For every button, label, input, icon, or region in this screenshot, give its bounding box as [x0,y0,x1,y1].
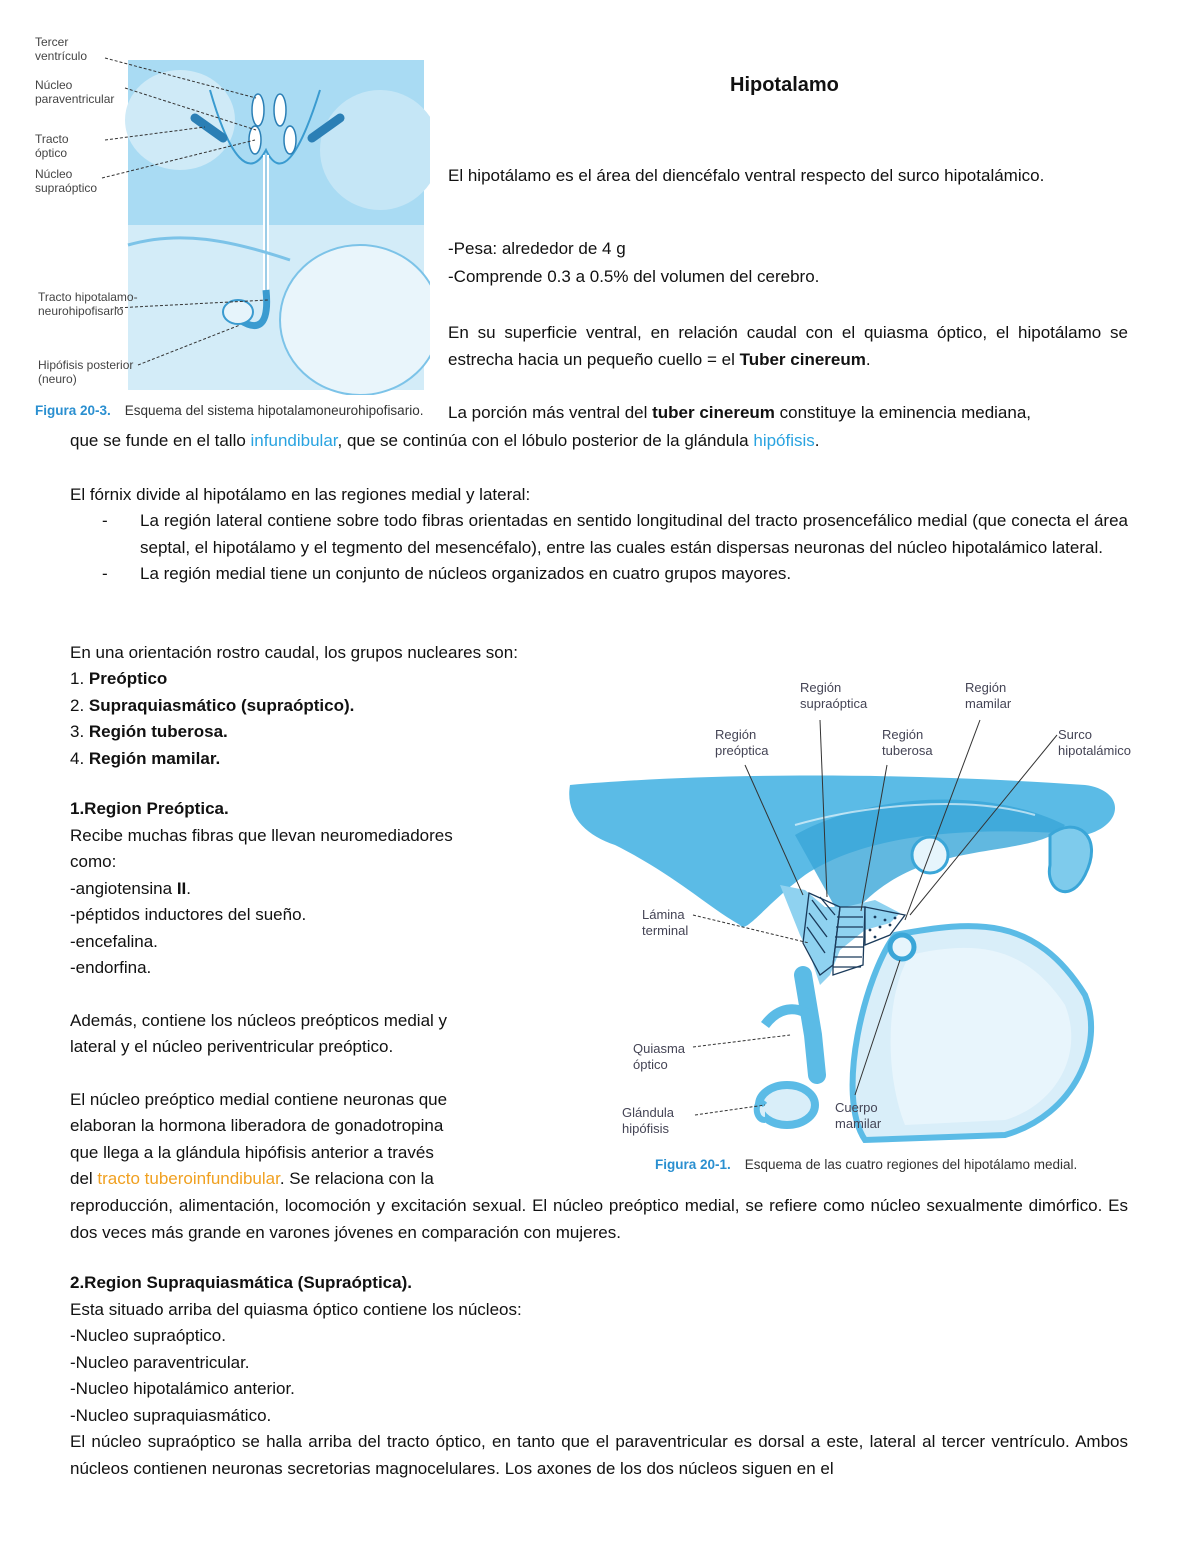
label-tercer-ventriculo: Tercer ventrículo [35,35,88,63]
tuber-cinereum-term: Tuber cinereum [739,349,866,369]
fornix-list [70,508,1128,588]
group-number: 4. [70,748,89,768]
link-infundibular[interactable]: infundibular [250,431,338,450]
figure-20-3-text: Esquema del sistema hipotalamoneurohipofisario. [124,403,424,418]
fornix-lead: El fórnix divide al hipotálamo en las regiones medial y lateral: [70,485,531,504]
preoptic-line: Recibe muchas fibras que llevan neuromediadores [70,825,453,845]
eminence-text-a: La porción más ventral del [448,403,653,422]
preoptic-line: -péptidos inductores del sueño. [70,905,307,924]
label-glandula-hipofisis: Glándula hipófisis [622,1105,675,1136]
eminence-text-e: . [814,431,820,450]
angiotensina-end: . [186,878,191,898]
label-nucleo-supraoptico: Núcleo supraóptico [35,167,98,195]
label-region-tuberosa: Región tuberosa [882,727,933,758]
supra-heading: 2.Region Supraquiasmática (Supraóptica). [70,1273,412,1292]
spacer [70,982,515,1008]
group-item [70,746,354,773]
group-label: Preóptico [88,669,168,688]
label-hipofisis-posterior: Hipófisis posterior (neuro) [38,358,134,386]
label-cuerpo-mamilar: Cuerpo mamilar [835,1100,882,1131]
preoptic-line: Además, contiene los núcleos preópticos medial y [70,1010,448,1030]
supra-nucleus-item: -Nucleo paraventricular. [70,1352,250,1372]
preoptic-line: que llega a la glándula hipófisis anterior a través [70,1142,434,1162]
intro-tuber-paragraph [448,320,1128,373]
label-nucleo-paraventricular: Núcleo paraventricular [35,78,115,106]
group-item [70,666,354,693]
link-hipofisis[interactable]: hipófisis [753,431,815,450]
group-item [70,693,354,720]
tracto-prefix: del [70,1169,98,1188]
figure-hypothalamoneurohypophyseal [30,30,430,395]
preoptic-line: -endorfina. [70,958,152,977]
tracto-suffix: . Se relaciona con la [279,1169,434,1188]
intro-definition: El hipotálamo es el área del diencéfalo ventral respecto del surco hipotalámico. [448,166,1045,185]
group-number: 3. [70,722,89,741]
label-region-supraoptica: Región supraóptica [800,680,868,711]
figure-20-1-text: Esquema de las cuatro regiones del hipotálamo medial. [744,1157,1078,1172]
label-tracto-optico: Tracto óptico [35,132,69,160]
fornix-item-lateral [70,508,1128,561]
page-title: Hipotalamo [730,74,839,96]
intro-tuber-end: . [865,349,871,369]
eminence-text-c: que se funde en el tallo [70,431,251,450]
label-tracto-hipotalamo-neurohipofisario: Tracto hipotalamo-neurohipofisario [38,290,138,318]
fornix-item-lateral-text: La región lateral contiene sobre todo fibras orientadas en sentido longitudinal del tracto prosencefálico medial (que conecta el área septal, el hipotálamo y el tegmento del mesencéfalo), entre las cuales están dispersas neuronas del núcleo hipotalámico lateral. [140,511,1128,557]
preoptic-line: como: [70,852,117,871]
preoptic-section [70,796,515,1193]
preoptic-line: elaboran la hormona liberadora de gonadotropina [70,1116,444,1135]
group-number: 1. [70,669,89,688]
preoptic-line: -encefalina. [70,931,158,951]
angiotensina-text: -angiotensina [70,878,177,898]
dash-marker: - [102,511,108,530]
group-label: Supraquiasmático (supraóptico). [88,695,355,715]
label-region-mamilar: Región mamilar [965,680,1012,711]
eminence-text-d: , que se continúa con el lóbulo posterior de la glándula [337,431,754,450]
supra-paragraph: El núcleo supraóptico se halla arriba del tracto óptico, en tanto que el paraventricular es dorsal a este, lateral al tercer ventrículo. Ambos núcleos contienen neuronas secretorias magnocelulares. Los axones de los dos núcleos siguen en el [70,1432,1128,1478]
supra-section [70,1270,1128,1482]
angiotensina-roman: II [176,878,187,898]
label-surco-hipotalamico: Surco hipotalámico [1058,727,1131,758]
figure-20-1-caption [655,1157,1175,1172]
intro-weight: -Pesa: alrededor de 4 g [448,239,626,258]
groups-lead: En una orientación rostro caudal, los grupos nucleares son: [70,643,518,662]
fornix-item-medial [70,561,1128,588]
fornix-item-medial-text: La región medial tiene un conjunto de núcleos organizados en cuatro grupos mayores. [140,564,792,583]
eminence-line-1 [448,400,1138,427]
group-label: Región tuberosa. [88,722,228,741]
group-number: 2. [70,695,89,715]
intro-volume: -Comprende 0.3 a 0.5% del volumen del cerebro. [448,267,820,286]
dash-marker: - [102,564,108,583]
group-item [70,719,354,746]
preoptic-heading: 1.Region Preóptica. [70,799,229,818]
preoptic-line: lateral y el núcleo periventricular preóptico. [70,1037,394,1056]
tuber-cinereum-term-2: tuber cinereum [652,403,775,422]
label-lamina-terminal: Lámina terminal [642,907,689,938]
intro-tuber-text: En su superficie ventral, en relación caudal con el quiasma óptico, el hipotálamo se estrecha hacia un pequeño cuello = el [448,323,1128,369]
supra-nucleus-item: -Nucleo hipotalámico anterior. [70,1379,295,1398]
figure-20-3-number: Figura 20-3. [35,403,111,418]
groups-list [70,666,354,772]
group-label: Región mamilar. [88,748,221,768]
eminence-text-b: constituye la eminencia mediana, [774,403,1032,422]
figure-20-1-number: Figura 20-1. [655,1157,731,1172]
figure-20-3-caption [35,403,445,418]
spacer [70,1061,515,1087]
preoptic-line [70,876,515,903]
eminence-line-2 [70,428,1130,455]
label-quiasma-optico: Quiasma óptico [633,1041,686,1072]
figure-four-regions [565,675,1165,1150]
supra-nucleus-item: -Nucleo supraóptico. [70,1326,226,1345]
preoptic-line: El núcleo preóptico medial contiene neuronas que [70,1089,448,1109]
preoptic-line [70,1166,515,1193]
supra-nucleus-item: -Nucleo supraquiasmático. [70,1405,272,1425]
label-region-preoptica: Región preóptica [715,727,769,758]
preoptic-continuation: reproducción, alimentación, locomoción y excitación sexual. El núcleo preóptico medial, se refiere como núcleo sexualmente dimórfico. Es dos veces más grande en varones jóvenes en comparación con mujeres. [70,1196,1128,1242]
link-tracto-tuberoinfundibular[interactable]: tracto tuberoinfundibular [97,1169,280,1188]
supra-line: Esta situado arriba del quiasma óptico contiene los núcleos: [70,1299,522,1319]
